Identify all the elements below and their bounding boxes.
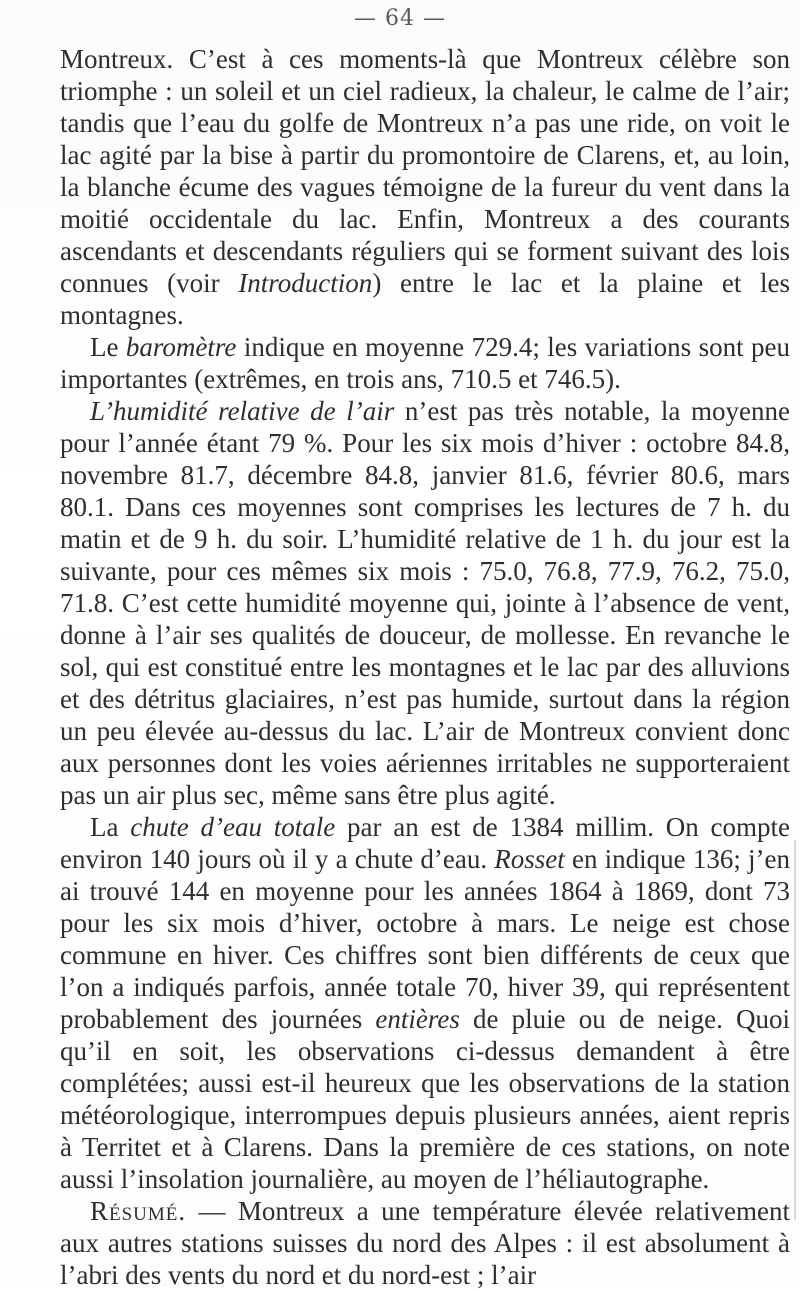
paragraph-text: n’est pas très notable, la moyenne pour l’année étant 79 %. Pour les six mois d’hiver : octobre 84.8, novembre 81.7, décembre 84.8, janvier 81.6, février 80.6, mars 80.1. Dans ces moyennes sont comprises les lectures de 7 h. du matin et de 9 h. du soir. L’humidité relative de 1 h. du jour est la suivante, pour ces mêmes six mois : 75.0, 76.8, 77.9, 76.2, 75.0, 71.8. C’est cette humidité moyenne qui, jointe à l’absence de vent, donne à l’air ses qualités de douceur, de mollesse. En revanche le sol, qui est constitué entre les montagnes et le lac par des alluvions et des détritus glaciaires, n’est pas humide, surtout dans la région un peu élevée au-dessus du lac. L’air de Montreux convient donc aux personnes dont les voies aériennes irritables ne supporteraient pas un air plus sec, même sans être plus agité. xyxy=(60,396,790,810)
paragraph-text: — Montreux a une température élevée relativement aux autres stations suisses du nord des Alpes : il est absolument à l’abri des vents du nord et du nord-est ; l’air xyxy=(60,1196,790,1290)
term-barometre: baromètre xyxy=(125,332,237,362)
page-number: — 64 — xyxy=(354,6,446,31)
author-rosset: Rosset xyxy=(494,844,565,874)
paragraph-text: indique en moyenne 729.4; les variations sont peu importantes (extrêmes, en trois ans, 710.5 et 746.5). xyxy=(60,332,790,394)
paragraph-text: Montreux. C’est à ces moments-là que Montreux célèbre son triomphe : un soleil et un ciel radieux, la chaleur, le calme de l’air; tandis que l’eau du golfe de Montreux n’a pas une ride, on voit le lac agité par la bise à partir du promontoire de Clarens, et, au loin, la blanche écume des vagues témoigne de la fureur du vent dans la moitié occidentale du lac. Enfin, Montreux a des courants ascendants et descendants réguliers qui se forment suivant des lois connues (voir xyxy=(60,44,790,298)
paragraph-barometre xyxy=(60,331,790,395)
term-chute-eau-totale: chute d’eau totale xyxy=(130,812,336,842)
paragraph-chute-eau xyxy=(60,811,790,1195)
paragraph-text-after: en indique 136; j’en ai trouvé 144 en moyenne pour les années 1864 à 1869, dont 73 pour les six mois d’hiver, octobre à mars. Le neige est chose commune en hiver. Ces chiffres sont bien différents de ceux que l’on a indiqués parfois, année totale 70, hiver 39, qui représentent probablement des journées xyxy=(60,844,790,1034)
term-entieres: entières xyxy=(375,1004,460,1034)
introduction-reference: Introduction xyxy=(238,268,373,298)
paragraph-lead: La xyxy=(90,812,131,842)
paragraph-text-end: de pluie ou de neige. Quoi qu’il en soit, les observations ci-dessus demandent à être complétées; aussi est-il heureux que les observations de la station météorologique, interrompues depuis plusieurs années, aient repris à Territet et à Clarens. Dans la première de ces stations, on note aussi l’insolation journalière, au moyen de l’héliautographe. xyxy=(60,1004,790,1194)
resume-heading: Résumé. xyxy=(90,1196,187,1226)
paragraph-text-after: ) entre le lac et la plaine et les montagnes. xyxy=(60,268,791,330)
term-humidite-relative: L’humidité relative de l’air xyxy=(90,396,395,426)
paragraph-lead: Le xyxy=(90,332,126,362)
page-edge-shadow xyxy=(794,840,796,1220)
paragraph-resume xyxy=(60,1195,790,1291)
body-text xyxy=(60,43,790,1291)
paragraph-text: par an est de 1384 millim. On compte environ 140 jours où il y a chute d’eau. xyxy=(60,812,790,874)
paragraph-humidite xyxy=(60,395,790,811)
paragraph-montreux-triumph xyxy=(60,43,790,331)
